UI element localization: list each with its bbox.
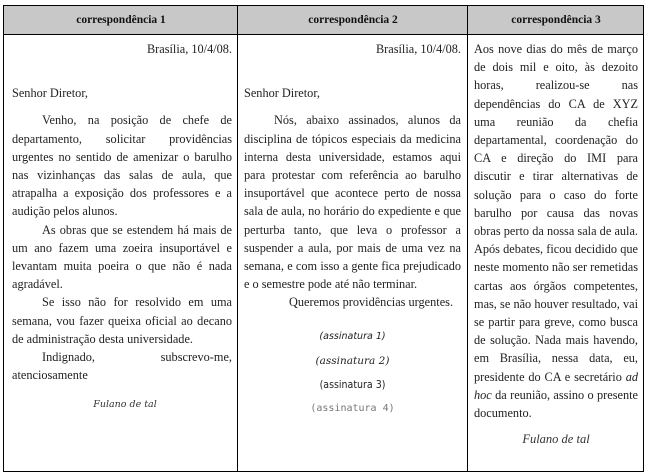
paragraph: Queremos providências urgentes. <box>289 295 454 310</box>
closing-line: Indignado, subscrevo-me, <box>42 350 232 365</box>
signature-2: (assinatura 2) <box>315 354 390 367</box>
signature-1: (assinatura 1) <box>319 330 386 342</box>
minutes-text: Aos nove dias do mês de março de dois mil e oito, às dezoito horas, realizou-se nas dependências do CA de XYZ uma reunião da chefia departamental, coordenação do CA e direção do IMI para discutir e tirar alternativas de solução para o caso do forte barulho por causa das novas obras perto da nossa sala de aula. Após debates, ficou decidido que neste momento não ser remetidas cartas aos órgãos competentes, mas, se não houver resultado, vai se partir para greve, como busca de solução. Nada mais havendo, em Brasília, nessa data, eu, presidente do CA e secretário ad hoc da reunião, assino o presente documento. <box>474 42 638 421</box>
header-correspondencia-1: correspondência 1 <box>76 14 166 26</box>
paragraph: Nós, abaixo assinados, alunos da disciplina de tópicos especiais da medicina interna desta universidade, estamos aqui para protestar com referência ao barulho insuportável que acontece perto de nossa sala de aula, no horário do expediente e que perturba tanto, que leva o professor a suspender a aula, por mais de uma vez na semana, e com isso a gente fica prejudicado e o semestre pode até não terminar. <box>244 113 461 292</box>
salutation: Senhor Diretor, <box>244 86 321 101</box>
letter-date: Brasília, 10/4/08. <box>375 42 461 56</box>
correspondencia-2-body <box>244 35 461 471</box>
paragraph: Venho, na posição de chefe de departamento, solicitar providências urgentes no sentido de amenizar o barulho nas vizinhanças das salas de aula, que atrapalha a exposição dos professores e a audição pelos alunos. <box>12 113 232 219</box>
closing-line: atenciosamente <box>12 368 88 383</box>
letter-date: Brasília, 10/4/08. <box>146 42 232 56</box>
header-correspondencia-3: correspondência 3 <box>511 14 601 26</box>
header-correspondencia-2: correspondência 2 <box>308 14 398 26</box>
signature-3: (assinatura 3) <box>319 379 386 392</box>
correspondencia-1-body <box>12 35 232 471</box>
signature: Fulano de tal <box>93 399 157 411</box>
signature-4: (assinatura 4) <box>310 403 395 415</box>
signature: Fulano de tal <box>522 432 590 447</box>
correspondencia-3-body <box>474 35 638 471</box>
column-divider <box>237 6 238 471</box>
column-divider <box>467 6 468 471</box>
paragraph: As obras que se estendem há mais de um ano fazem uma zoeira insuportável e levantam muita poeira o que não é nada agradável. <box>12 222 232 292</box>
table-header-row <box>4 6 643 35</box>
paragraph: Se isso não for resolvido em uma semana, vou fazer queixa oficial ao decano de administração desta universidade. <box>12 295 232 346</box>
correspondence-table <box>3 5 644 472</box>
salutation: Senhor Diretor, <box>12 86 89 101</box>
